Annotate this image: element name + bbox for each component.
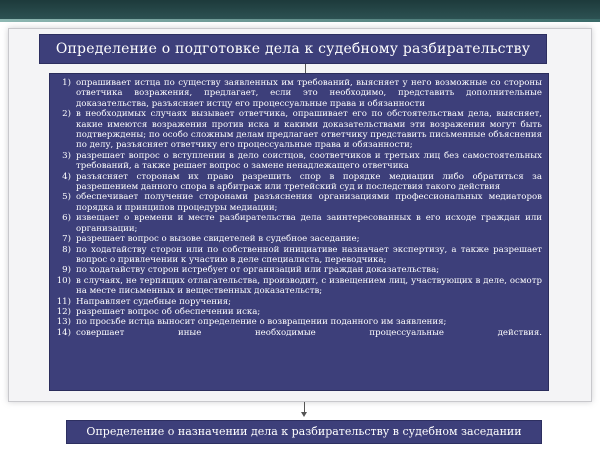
list-item-number: 5) (62, 192, 71, 203)
list-item-number: 1) (62, 78, 71, 88)
list-item-text: по ходатайству сторон истребует от организаций или граждан доказательства; (76, 265, 440, 276)
list-item-text: совершает иные необходимые процессуальные действия. (76, 327, 542, 338)
list-item-text: в случаях, не терпящих отлагательства, производит, с извещением лиц, участвующих в деле, осмотр на месте письменных и вещественных доказательств; (76, 275, 542, 297)
list-item-text: обеспечивает получение сторонами разъяснения организациями профессиональных медиаторов порядка и принципов процедуры медиации; (76, 192, 542, 213)
top-decorative-band (0, 0, 600, 22)
list-item (54, 265, 542, 275)
list-item (54, 213, 542, 234)
slide-title: Определение о подготовке дела к судебному разбирательству (39, 34, 547, 64)
top-accent-stripe (0, 19, 600, 22)
list-item-text: разрешает вопрос о вызове свидетелей в судебное заседание; (76, 234, 360, 245)
list-item (54, 328, 542, 338)
list-item (54, 317, 542, 327)
list-item-text: в необходимых случаях вызывает ответчика, опрашивает его по обстоятельствам дела, выясняет, какие имеются возражения против иска и какими доказательствами эти возражения могут быть подтверждены; по особо сложным делам предлагает ответчику представить письменные объяснения по делу, разъясняет ответчику его процессуальные права и обязанности; (76, 109, 542, 151)
list-item (54, 245, 542, 266)
list-item-text: разрешает вопрос об обеспечении иска; (76, 306, 261, 317)
list-item-number: 14) (56, 327, 71, 338)
list-item (54, 192, 542, 213)
list-item-number: 13) (56, 317, 71, 328)
list-item-number: 10) (56, 275, 71, 286)
list-item-text: опрашивает истца по существу заявленных им требований, выясняет у него возможные со стороны ответчика возражения, предлагает, если это необходимо, представить дополнительные доказательства, разъясняет истцу его процессуальные права и обязанности (76, 78, 542, 109)
list-item (54, 172, 542, 193)
list-item (54, 151, 542, 172)
list-item-number: 11) (56, 296, 71, 307)
list-item-text: извещает о времени и месте разбирательства дела заинтересованных в его исходе граждан или организации; (76, 213, 542, 234)
list-item-number: 3) (62, 150, 71, 161)
list-item (54, 109, 542, 151)
next-stage-box: Определение о назначении дела к разбирательству в судебном заседании (66, 420, 542, 444)
duties-list (49, 73, 549, 391)
list-item (54, 234, 542, 244)
list-item-text: разъясняет сторонам их право разрешить спор в порядке медиации либо обратиться за разрешением данного спора в арбитраж или третейский суд и последствия такого действия (76, 171, 542, 193)
list-item-number: 9) (62, 265, 71, 276)
list-item-text: Направляет судебные поручения; (76, 296, 232, 307)
slide-frame (8, 28, 592, 402)
list-item-number: 4) (62, 171, 71, 182)
list-item-text: по просьбе истца выносит определение о возвращении поданного им заявления; (76, 317, 447, 328)
list-item-text: разрешает вопрос о вступлении в дело соистцов, соответчиков и третьих лиц без самостоятельных требований, а также решает вопрос о замене ненадлежащего ответчика (76, 150, 542, 172)
list-item-number: 2) (62, 109, 71, 120)
list-item-text: по ходатайству сторон или по собственной инициативе назначает экспертизу, а также разрешает вопрос о привлечении к участию в деле специалиста, переводчика; (76, 244, 542, 265)
list-item-number: 6) (62, 213, 71, 224)
list-item (54, 78, 542, 109)
list-item-number: 12) (56, 306, 71, 317)
list-item (54, 276, 542, 297)
list-item (54, 307, 542, 317)
list-item-number: 7) (62, 234, 71, 245)
list-item (54, 297, 542, 307)
down-arrow-icon (301, 412, 307, 417)
list-item-number: 8) (62, 244, 71, 255)
